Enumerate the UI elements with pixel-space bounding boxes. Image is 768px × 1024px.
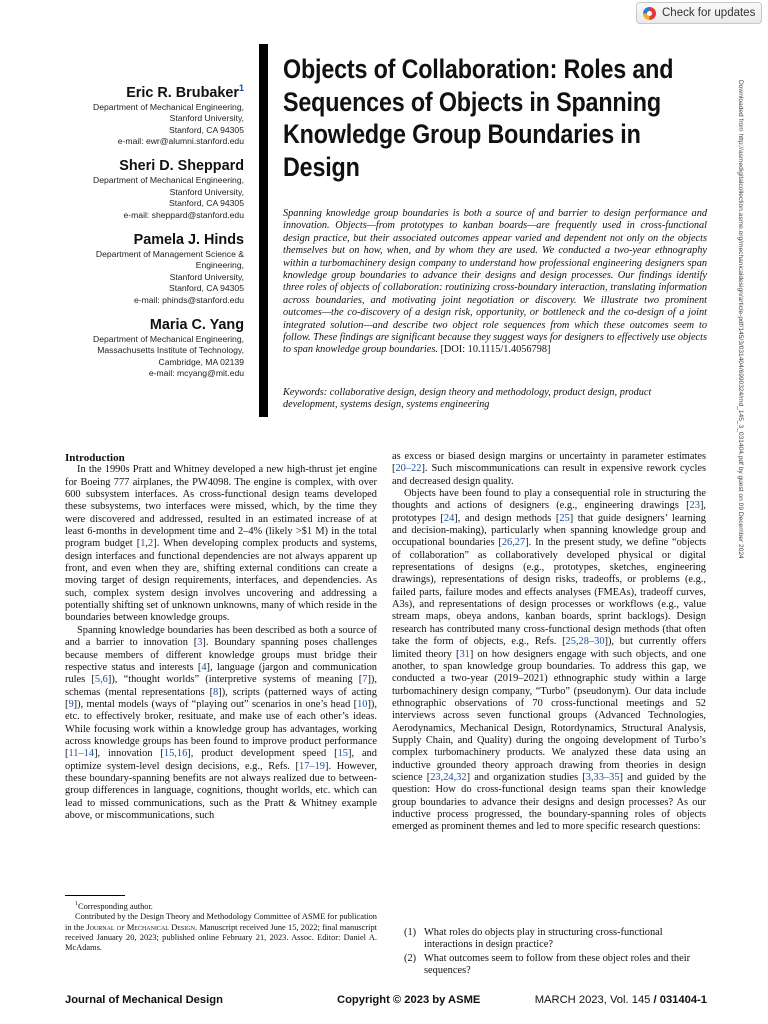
footer-issue: MARCH 2023, Vol. 145 / 031404-1 bbox=[534, 994, 707, 1006]
footnote-rule bbox=[65, 895, 125, 896]
body-left-column bbox=[65, 452, 377, 822]
citation-link[interactable]: 26,27 bbox=[501, 537, 526, 549]
citation-link[interactable]: 25 bbox=[559, 512, 570, 524]
citation-link[interactable]: 23,24,32 bbox=[430, 771, 467, 783]
section-heading: Introduction bbox=[65, 452, 125, 464]
author-block bbox=[60, 317, 244, 380]
citation-link[interactable]: 3 bbox=[197, 637, 203, 649]
article-number: 031404-1 bbox=[659, 994, 707, 1006]
article-title: Objects of Collaboration: Roles and Sequences of Objects in Spanning Knowledge Group Boundaries in Design bbox=[283, 54, 674, 182]
keywords: Keywords: collaborative design, design theory and methodology, product design, product development, systems design, systems engineering bbox=[283, 387, 652, 411]
research-questions bbox=[392, 927, 706, 978]
citation-link[interactable]: 17–19 bbox=[299, 760, 325, 772]
author-name: Eric R. Brubaker bbox=[126, 84, 239, 101]
abstract bbox=[283, 208, 707, 357]
author-block bbox=[60, 158, 244, 221]
citation-link[interactable]: 15 bbox=[337, 748, 348, 760]
check-for-updates-button[interactable] bbox=[636, 2, 762, 24]
check-for-updates-label: Check for updates bbox=[662, 7, 756, 19]
author-affiliation: Department of Mechanical Engineering, Stanford University, Stanford, CA 94305 e-mail: ewr@alumni.stanford.edu bbox=[60, 102, 244, 148]
download-side-note: Downloaded from http://asmedigitalcollection.asme.org/mechanicaldesign/article-pdf/145/3/031404/6990324/md_145_3_031404.pdf by guest on 09 December 2024 bbox=[737, 80, 744, 559]
author-block bbox=[60, 80, 244, 147]
abstract-text: Spanning knowledge group boundaries is both a source of and barrier to design performance and innovation. Objects—from prototypes to kanban boards—are frequently used in cross-functional design practice, but their associated outcomes appear varied and dependent not only on the objects themselves but on how, when, and by whom they are used. We conducted a two-year ethnography within a turbomachinery design company to understand how professional engineering designers span knowledge group boundaries to advance their designs and design processes. Our findings identify three roles of objects of collaboration: routinizing cross-boundary interaction, translating information across boundaries, and motivating joint negotiation or discovery. We illustrate two prominent outcomes—the co-discovery of a design risk, opportunity, or bottleneck and the co-design of a joint integrated solution—and describe two object role sequences from which these outcomes seem to follow. These findings are significant because they suggest ways for designers to effectively use objects to span knowledge group boundaries. bbox=[283, 208, 707, 356]
author-email[interactable]: e-mail: phinds@stanford.edu bbox=[134, 294, 244, 305]
citation-link[interactable]: 3,33–35 bbox=[585, 771, 620, 783]
list-item: (1) What roles do objects play in structuring cross-functional interactions in design practice? bbox=[404, 927, 663, 951]
author-email[interactable]: e-mail: mcyang@mit.edu bbox=[148, 368, 244, 379]
check-for-updates-icon bbox=[643, 7, 656, 20]
citation-link[interactable]: 24 bbox=[443, 512, 455, 524]
citation-link[interactable]: 20–22 bbox=[395, 463, 422, 475]
author-affiliation: Department of Management Science & Engineering, Stanford University, Stanford, CA 94305 e-mail: phinds@stanford.edu bbox=[60, 249, 244, 306]
citation-link[interactable]: 11–14 bbox=[68, 748, 95, 760]
title-divider-bar bbox=[259, 44, 268, 417]
author-name: Sheri D. Sheppard bbox=[119, 158, 244, 175]
author-email[interactable]: e-mail: ewr@alumni.stanford.edu bbox=[117, 136, 244, 147]
author-name: Maria C. Yang bbox=[149, 317, 244, 334]
body-paragraph: In the 1990s Pratt and Whitney developed a new high-thrust jet engine for Boeing 777 airplanes, the PW4098. The engine is complex, with over 600 subsystem interfaces. As cross-functional design teams developed these subsystems, two interfaces were missed, which, by the time they were discovered and addressed, resulted in an estimated increase of at least 6-months in development time and 2–4% (likely >$1 M) in the total program budget [1,2]. When developing complex products and systems, design interfaces and functional dependencies are not always apparent up front, and even when they are, shifting external conditions can create a moving target of design requirements, interfaces, and dependencies. As such, complex system design involves uncovering and addressing a potentially shifting set of unknown unknowns, many of which reside in the boundaries between knowledge groups. bbox=[65, 464, 377, 624]
author-name: Pamela J. Hinds bbox=[133, 232, 244, 249]
body-paragraph: as excess or biased design margins or uncertainty in parameter estimates [20–22]. Such miscommunications can result in expensive rework cycles and decreased design quality. bbox=[392, 451, 706, 487]
citation-link[interactable]: 4 bbox=[201, 661, 207, 673]
page-footer bbox=[65, 994, 707, 1010]
citation-link[interactable]: 10 bbox=[357, 698, 368, 710]
author-email[interactable]: e-mail: sheppard@stanford.edu bbox=[123, 209, 244, 220]
citation-link[interactable]: 9 bbox=[68, 698, 74, 710]
footer-journal: Journal of Mechanical Design bbox=[65, 994, 223, 1006]
author-list bbox=[60, 80, 244, 391]
citation-link[interactable]: 31 bbox=[459, 648, 470, 660]
author-affiliation: Department of Mechanical Engineering, Stanford University, Stanford, CA 94305 e-mail: sheppard@stanford.edu bbox=[60, 175, 244, 221]
corresponding-author-mark[interactable]: 1 bbox=[238, 83, 244, 93]
citation-link[interactable]: 1 bbox=[140, 538, 146, 550]
author-affiliation: Department of Mechanical Engineering, Massachusetts Institute of Technology, Cambridge, MA 02139 e-mail: mcyang@mit.edu bbox=[60, 334, 244, 380]
body-paragraph: Objects have been found to play a consequential role in structuring the thoughts and actions of designers (e.g., engineering drawings [23], prototypes [24], and design methods [25] that guide designers’ learning and decision-making), particularly when spanning knowledge group and occupational boundaries [26,27]. In the present study, we define “objects of collaboration” as collaboratively developed physical or digital representations of designs (e.g., prototypes, sketches, engineering drawings), representations of design risks, tradeoffs, or problems (e.g., failed parts, failure modes and effects analyses (FMEAs), tradeoff curves, A3s), and representations of design processes or workflows (e.g., value stream maps, obeya andons, kanban boards, sprint backlogs). Design research has contributed many cross-functional design methods (that often take the form of objects, e.g., Refs. [25,28–30]), but currently offers limited theory [31] on how designers engage with such objects, and one another, to span knowledge group boundaries. To address this gap, we conducted a two-year (2019–2021) ethnographic study within a large turbomachinery design company, “Turbo” (pseudonym). Our data include ethnographic observations of 70 cross-functional meetings and 52 interviews across seven functional groups (Advanced Technologies, Aerodynamics, Mechanical Design, Rotordynamics, Structural Analysis, Supply Chain, and Quality) during the ongoing development of Turbo’s complex turbomachinery products. We analyzed these data using an inductive grounded theory approach drawing from theories in design science [23,24,32] and organization studies [3,33–35] and guided by the question: How do cross-functional design teams span their knowledge group boundaries to advance their designs and design processes? As our inductive process progressed, the boundary-spanning roles of objects emerged as prominent themes and led to more specific research questions: bbox=[392, 488, 707, 833]
body-paragraph: Spanning knowledge boundaries has been described as both a source of and a barrier to innovation [3]. Boundary spanning poses challenges because members of different knowledge groups must bridge their respective status and interests [4], language (jargon and communication rules [5,6]), “thought worlds” (interpretive systems of meaning [7]), schemas (mental representations [8]), scripts (patterned ways of acting [9]), mental models (ways of “playing out” scenarios in one’s head [10]), etc. to effectively broker, resituate, and make use of each other’s ideas. While focusing work within a knowledge group has advantages, working across knowledge groups has been found to improve product performance [11–14], innovation [15,16], product development speed [15], and optimize system-level design decisions, e.g., Refs. [17–19]. However, these boundary-spanning benefits are not always realized due to between-group differences in language, cognitions, thought worlds, etc. which can lead to missed communications, such as the Pratt & Whitney example above, or miscommunications, such bbox=[65, 624, 377, 821]
citation-link[interactable]: 8 bbox=[213, 686, 219, 698]
citation-link[interactable]: 15,16 bbox=[163, 748, 188, 760]
citation-link[interactable]: 23 bbox=[689, 500, 700, 512]
author-block bbox=[60, 232, 244, 306]
citation-link[interactable]: 5,6 bbox=[94, 674, 108, 686]
citation-link[interactable]: 7 bbox=[362, 674, 368, 686]
citation-link[interactable]: 25,28–30 bbox=[565, 636, 605, 648]
list-item: (2) What outcomes seem to follow from these object roles and their sequences? bbox=[404, 952, 691, 976]
citation-link[interactable]: 2 bbox=[148, 538, 154, 550]
body-right-column bbox=[392, 451, 706, 834]
footnote: $^1$Corresponding author. Contributed by the Design Theory and Methodology Committee of ASME for publication in the Journal of Mechanical Design. Manuscript received June 15, 2022; final manuscript received January 20, 2023; published online February 21, 2023. Assoc. Editor: Daniel A. McAdams. bbox=[65, 901, 377, 953]
doi-link[interactable]: [DOI: 10.1115/1.4056798] bbox=[440, 344, 551, 356]
footer-copyright: Copyright © 2023 by ASME bbox=[337, 994, 481, 1006]
